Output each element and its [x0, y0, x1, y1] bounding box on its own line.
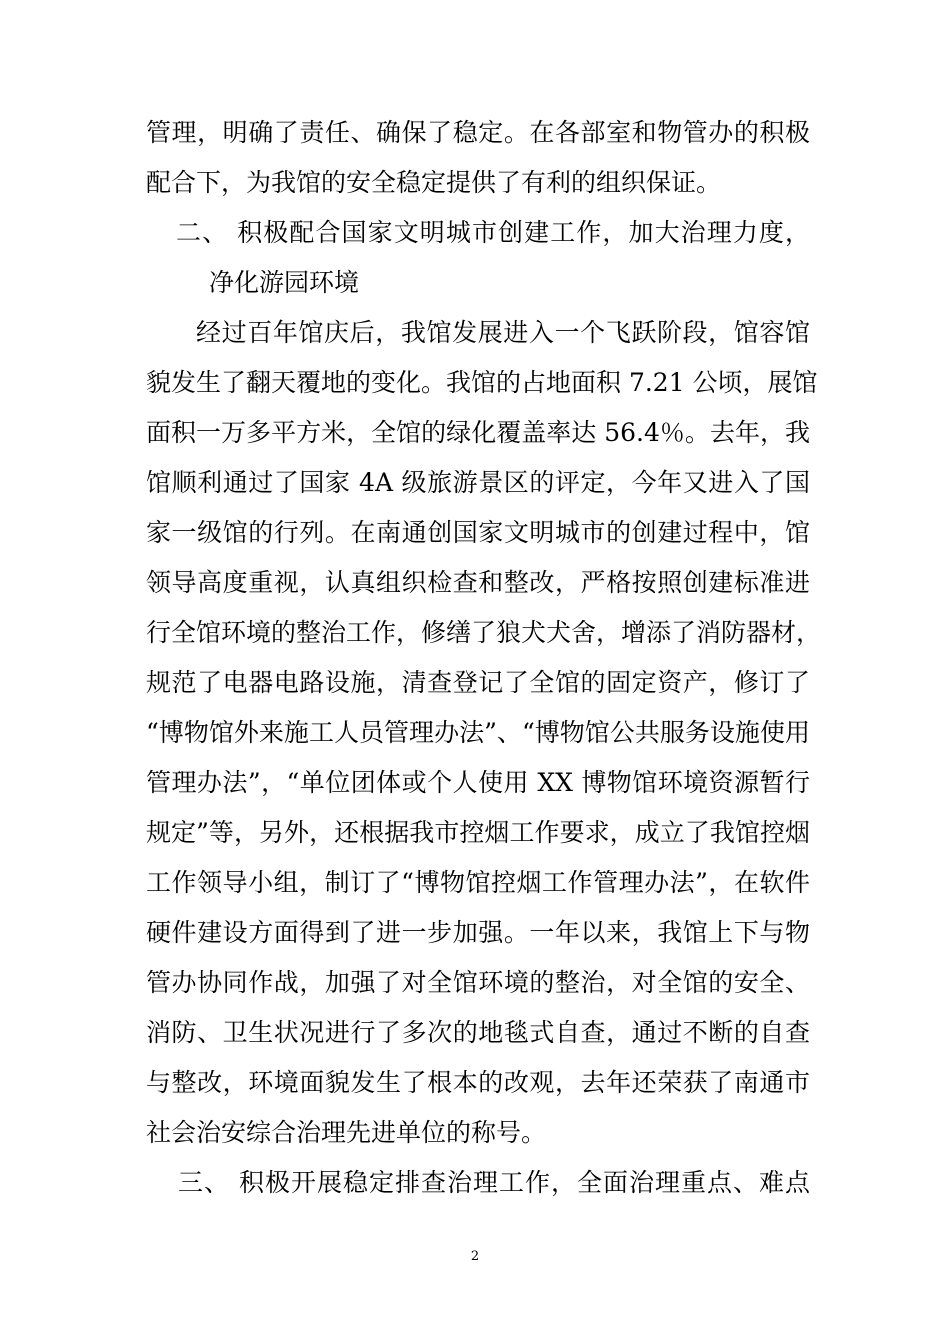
text-line: 领导高度重视，认真组织检查和整改，严格按照创建标准进: [146, 568, 810, 597]
text-line: 貌发生了翻天覆地的变化。我馆的占地面积 7.21 公顷，展馆: [146, 368, 818, 397]
page-number: 2: [470, 1249, 480, 1264]
text-line: 规范了电器电路设施，清查登记了全馆的固定资产，修订了: [146, 668, 810, 697]
text-line: 社会治安综合治理先进单位的称号。: [146, 1118, 547, 1147]
text-line: 行全馆环境的整治工作，修缮了狼犬犬舍，增添了消防器材，: [146, 618, 822, 647]
section-heading: 二、 积极配合国家文明城市创建工作，加大治理力度，: [176, 218, 810, 247]
text-line: 管理办法”，“单位团体或个人使用 XX 博物馆环境资源暂行: [146, 768, 810, 797]
text-line: 工作领导小组，制订了“博物馆控烟工作管理办法”，在软件: [146, 868, 810, 897]
text-line: “博物馆外来施工人员管理办法”、“博物馆公共服务设施使用: [146, 718, 810, 747]
text-line: 配合下，为我馆的安全稳定提供了有利的组织保证。: [146, 168, 722, 197]
text-line: 硬件建设方面得到了进一步加强。一年以来，我馆上下与物: [146, 918, 810, 947]
paragraph-first-line: 经过百年馆庆后，我馆发展进入一个飞跃阶段，馆容馆: [196, 318, 810, 347]
text-line: 家一级馆的行列。在南通创国家文明城市的创建过程中，馆: [146, 518, 810, 547]
text-line: 规定”等，另外，还根据我市控烟工作要求，成立了我馆控烟: [146, 818, 810, 847]
text-line: 馆顺利通过了国家 4A 级旅游景区的评定，今年又进入了国: [146, 468, 810, 497]
text-line: 消防、卫生状况进行了多次的地毯式自查，通过不断的自查: [146, 1018, 810, 1047]
section-heading-continuation: 净化游园环境: [209, 268, 360, 297]
text-line: 管理，明确了责任、确保了稳定。在各部室和物管办的积极: [146, 118, 810, 147]
section-heading: 三、 积极开展稳定排查治理工作，全面治理重点、难点: [178, 1168, 810, 1197]
text-line: 与整改，环境面貌发生了根本的改观，去年还荣获了南通市: [146, 1068, 810, 1097]
text-line: 面积一万多平方米，全馆的绿化覆盖率达 56.4％。去年，我: [146, 418, 810, 447]
text-line: 管办协同作战，加强了对全馆环境的整治，对全馆的安全、: [146, 968, 810, 997]
